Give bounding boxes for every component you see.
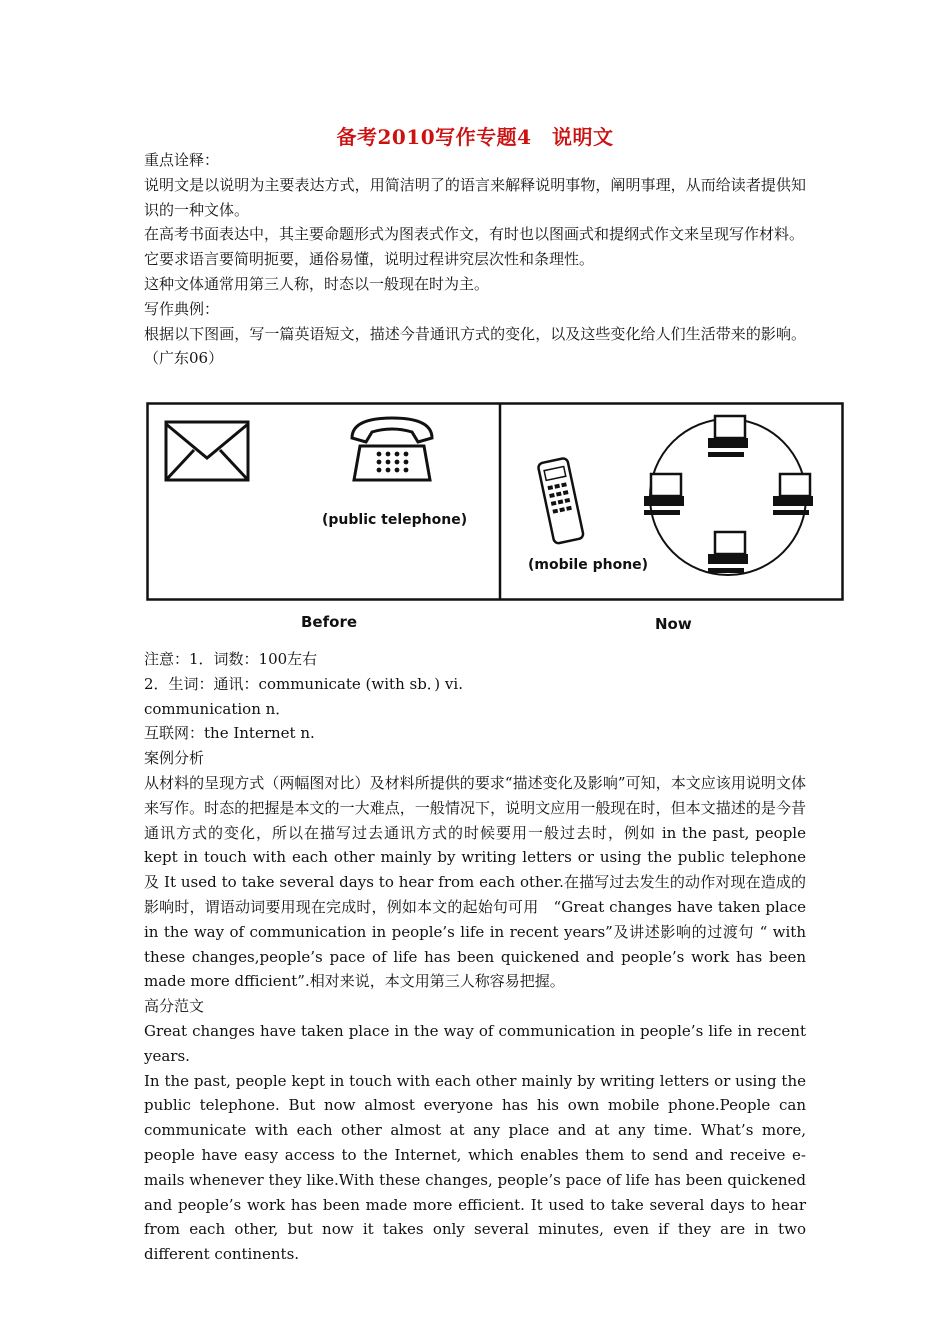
note-word-count: 注意：1．词数：100左右 [144,650,318,668]
intro-line-1: 说明文是以说明为主要表达方式，用简洁明了的语言来解释说明事物，阐明事理，从而给读者提供知识的一种文体。 [144,175,806,219]
envelope-icon [166,422,248,480]
network-icon [644,416,813,575]
intro-section [144,148,806,371]
now-label: Now [655,615,692,633]
mobile-phone-label: (mobile phone) [528,557,649,573]
note-vocab-2: communication n． [144,699,291,718]
sample-body: In the past, people kept in touch with each other mainly by writing letters or using the public telephone. But now almost everyone has his own mobile phone.People can communicate with each other almost at any place and at any time. What’s more, people have easy access to the Internet, which enables them to send and receive e-mails whenever they like.With these changes, people’s pace of life has been quickened and people’s work has been made more efficient. It used to take several days to hear from each other, but now it takes only several minutes, even if they are in two different continents. [144,1071,806,1264]
page-title: 备考2010写作专题4 说明文 [336,125,614,149]
sample-first-line: Great changes have taken place in the way of communication in people’s life in recent years. [144,1021,806,1065]
note-vocab-1: 2．生词：通讯：communicate (with sb．) vi. [144,674,463,693]
analysis-text: 从材料的呈现方式（两幅图对比）及材料所提供的要求“描述变化及影响”可知，本文应该用说明文体来写作。时态的把握是本文的一大难点，一般情况下，说明文应用一般现在时，但本文描述的是今昔通讯方式的变化，所以在描写过去通讯方式的时候要用一般过去时，例如 in the past, people kept in touch with each other mainly by writing letters or using the public telephone 及 It used to take several days to hear from each other.在描写过去发生的动作对现在造成的影响时，谓语动词要用现在完成时，例如本文的起始句可用 “Great changes have taken place in the way of communication in people’s life in recent years”及讲述影响的过渡句 “ with these changes,people’s pace of life has been quickened and people’s work has been made more dfficient”.相对来说，本文用第三人称容易把握。 [144,773,822,991]
before-label: Before [301,613,358,631]
mobile-phone-icon [538,458,584,544]
intro-line-3: 它要求语言要简明扼要，通俗易懂，说明过程讲究层次性和条理性。 [144,250,595,269]
sample-heading: 高分范文 [144,997,205,1016]
intro-heading: 重点诠释： [144,151,220,169]
example-heading: 写作典例： [144,299,220,318]
task-text: 根据以下图画，写一篇英语短文，描述今昔通讯方式的变化，以及这些变化给人们生活带来的影响。（广东06） [144,324,806,368]
intro-line-4: 这种文体通常用第三人称，时态以一般现在时为主。 [144,274,490,293]
figure-drawing [146,402,844,634]
intro-line-2: 在高考书面表达中，其主要命题形式为图表式作文，有时也以图画式和提纲式作文来呈现写作材料。 [144,225,805,244]
computer-icon-bottom [708,532,748,573]
telephone-icon [352,418,432,480]
note-vocab-3: 互联网：the Internet n. [144,724,315,743]
notes-section [144,647,822,1267]
analysis-heading: 案例分析 [144,749,205,768]
computer-icon-right [773,474,813,515]
computer-icon-top [708,416,748,457]
public-telephone-label: (public telephone) [322,512,468,528]
comparison-figure [146,402,844,634]
